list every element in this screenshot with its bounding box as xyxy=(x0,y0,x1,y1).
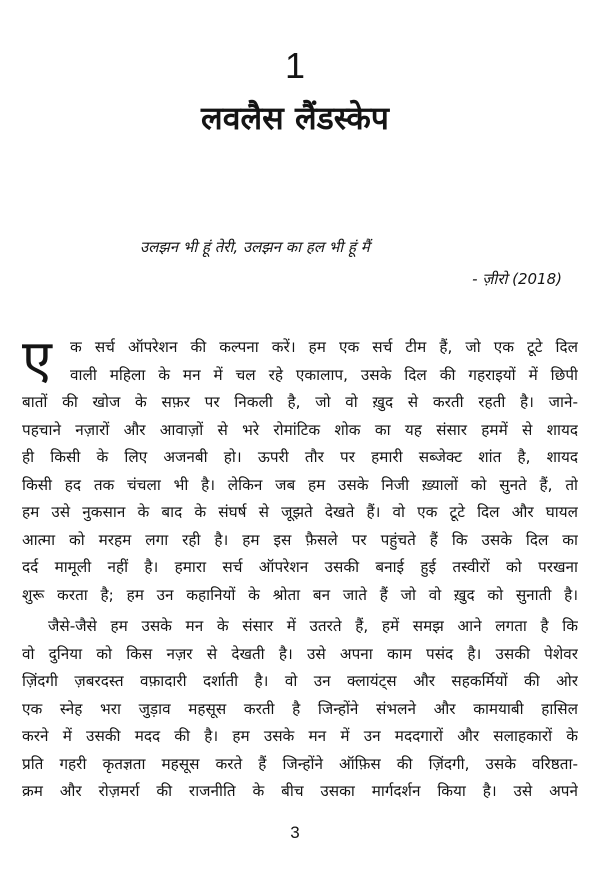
epigraph-attribution: - ज़ीरो (2018) xyxy=(472,270,562,288)
body-text xyxy=(22,328,578,806)
text-line: वाली महिला के मन में चल रहे एकालाप, उसके दिल की गहराइयों में छिपी xyxy=(70,365,578,384)
chapter-number: 1 xyxy=(284,45,306,86)
epigraph-quote: उलझन भी हूं तेरी, उलझन का हल भी हूं मैं xyxy=(140,238,370,256)
text-line: ज़िंदगी ज़बरदस्त वफ़ादारी दर्शाती है। वो उन क्लायंट्स और सहकर्मियों की ओर xyxy=(22,672,578,690)
drop-cap-block xyxy=(22,328,578,391)
text-line: ही किसी के लिए अजनबी हो। ऊपरी तौर पर हमारी सब्जेक्ट शांत है, शायद xyxy=(22,448,578,466)
text-line: किसी हद तक चंचला भी है। लेकिन जब हम उसके निजी ख़्यालों को सुनते हैं, तो xyxy=(22,475,578,494)
text-line: जैसे-जैसे हम उसके मन के संसार में उतरते हैं, हमें समझ आने लगता है कि xyxy=(48,617,578,635)
page-number: 3 xyxy=(290,823,300,842)
text-line: शुरू करता है; हम उन कहानियों के श्रोता बन जाते हैं जो वो ख़ुद को सुनाती है। xyxy=(22,585,578,604)
text-line: बातों की खोज के सफ़र पर निकली है, जो वो ख़ुद से करती रहती है। जाने- xyxy=(22,393,578,411)
drop-cap-lines xyxy=(70,334,578,389)
text-line: हम उसे नुकसान के बाद के संघर्ष से जूझते देखते हैं। वो एक टूटे दिल और घायल xyxy=(22,503,578,521)
text-line: दर्द मामूली नहीं है। हमारा सर्च ऑपरेशन उसकी बनाई हुई तस्वीरों को परखना xyxy=(22,558,578,576)
text-line: वो दुनिया को किस नज़र से देखती है। उसे अपना काम पसंद है। उसकी पेशेवर xyxy=(22,644,578,663)
text-line: क सर्च ऑपरेशन की कल्पना करें। हम एक सर्च टीम हैं, जो एक टूटे दिल xyxy=(70,338,578,356)
text-line: एक स्नेह भरा जुड़ाव महसूस करती है जिन्होंने संभलने और कामयाबी हासिल xyxy=(22,699,578,718)
paragraph-2 xyxy=(22,613,578,806)
chapter-title: लवलैस लैंडस्केप xyxy=(201,99,389,137)
text-line: प्रति गहरी कृतज्ञता महसूस करते हैं जिन्होंने ऑफ़िस की ज़िंदगी, उसके वरिष्ठता- xyxy=(22,754,578,773)
text-line: क्रम और रोज़मर्रा की राजनीति के बीच उसका मार्गदर्शन किया है। उसे अपने xyxy=(22,782,578,800)
text-line: आत्मा को मरहम लगा रही है। हम इस फ़ैसले पर पहुंचते हैं कि उसके दिल का xyxy=(22,530,578,549)
text-line: करने में उसकी मदद की है। हम उसके मन में उन मददगारों और सलाहकारों के xyxy=(22,727,578,745)
text-line: पहचाने नज़ारों और आवाज़ों से भरे रोमांटिक शोक का यह संसार हममें से शायद xyxy=(22,420,578,439)
drop-cap: ए xyxy=(22,328,52,391)
paragraph-1 xyxy=(22,328,578,609)
